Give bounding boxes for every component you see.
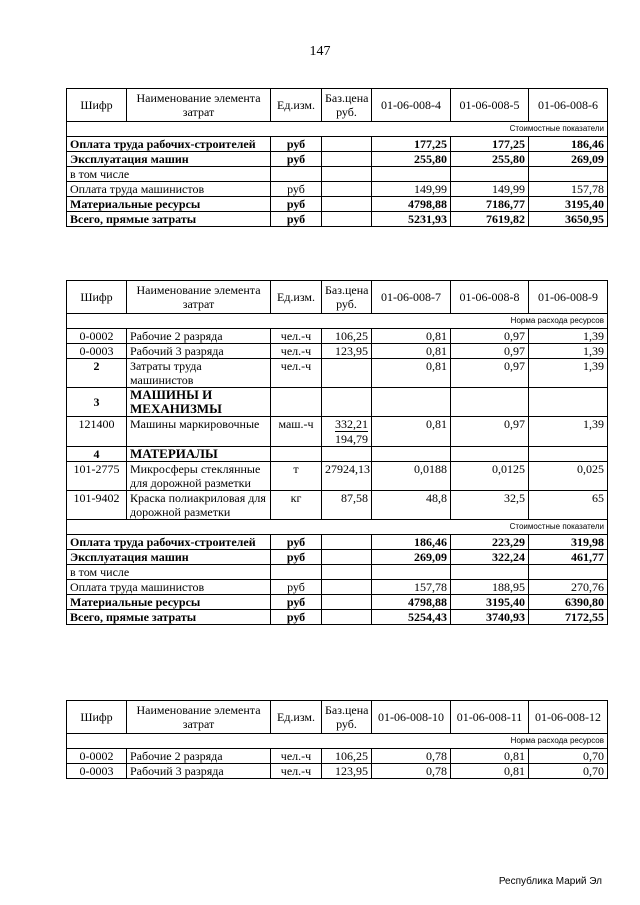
section-label: Норма расхода ресурсов	[67, 314, 608, 329]
row-code: 0-0003	[67, 344, 127, 359]
row-name: в том числе	[67, 167, 271, 182]
row-value: 5254,43	[372, 610, 451, 625]
row-value: 223,29	[451, 535, 529, 550]
row-value: 0,97	[451, 344, 529, 359]
row-name: Рабочий 3 разряда	[127, 344, 271, 359]
row-unit: т	[271, 462, 322, 491]
table-row	[67, 550, 608, 565]
section-row	[67, 314, 608, 329]
row-value: 186,46	[529, 137, 608, 152]
row-value: 7172,55	[529, 610, 608, 625]
table-row	[67, 329, 608, 344]
row-unit: руб	[271, 550, 322, 565]
row-unit: маш.-ч	[271, 417, 322, 447]
row-name: Эксплуатация машин	[67, 152, 271, 167]
row-unit: чел.-ч	[271, 329, 322, 344]
table-row	[67, 167, 608, 182]
row-value: 255,80	[451, 152, 529, 167]
row-name: Краска полиакриловая для дорожной разметки	[127, 491, 271, 520]
row-value: 0,97	[451, 417, 529, 447]
table-row	[67, 462, 608, 491]
table-row	[67, 137, 608, 152]
table-row	[67, 610, 608, 625]
row-value: 270,76	[529, 580, 608, 595]
row-name: Затраты труда машинистов	[127, 359, 271, 388]
table-row	[67, 197, 608, 212]
header-code: Шифр	[67, 281, 127, 314]
header-price: Баз.цена руб.	[322, 89, 372, 122]
row-value: 1,39	[529, 344, 608, 359]
row-value: 177,25	[372, 137, 451, 152]
group-title: МАТЕРИАЛЫ	[127, 447, 271, 462]
row-price: 106,25	[322, 749, 372, 764]
row-value: 0,97	[451, 359, 529, 388]
header-unit: Ед.изм.	[271, 281, 322, 314]
row-name: Рабочие 2 разряда	[127, 329, 271, 344]
table-header	[67, 281, 608, 314]
row-value: 48,8	[372, 491, 451, 520]
row-value: 319,98	[529, 535, 608, 550]
row-code: 3	[67, 388, 127, 417]
row-value: 7186,77	[451, 197, 529, 212]
table-row	[67, 580, 608, 595]
row-unit: руб	[271, 137, 322, 152]
header-col: 01-06-008-11	[451, 701, 529, 734]
section-row	[67, 122, 608, 137]
header-col: 01-06-008-9	[529, 281, 608, 314]
row-unit: руб	[271, 152, 322, 167]
header-code: Шифр	[67, 701, 127, 734]
row-name: Машины маркировочные	[127, 417, 271, 447]
resource-table-2	[66, 280, 608, 625]
row-value: 4798,88	[372, 197, 451, 212]
header-price: Баз.цена руб.	[322, 281, 372, 314]
header-unit: Ед.изм.	[271, 701, 322, 734]
table-row	[67, 595, 608, 610]
section-row	[67, 520, 608, 535]
table-row	[67, 182, 608, 197]
row-name: Оплата труда машинистов	[67, 580, 271, 595]
header-col: 01-06-008-8	[451, 281, 529, 314]
row-name: Микросферы стеклянные для дорожной разметки	[127, 462, 271, 491]
row-value: 157,78	[372, 580, 451, 595]
row-name: Всего, прямые затраты	[67, 212, 271, 227]
row-price: 87,58	[322, 491, 372, 520]
row-value: 0,81	[372, 344, 451, 359]
row-name: Оплата труда рабочих-строителей	[67, 535, 271, 550]
row-value: 0,81	[372, 329, 451, 344]
section-label: Стоимостные показатели	[67, 520, 608, 535]
table-row	[67, 447, 608, 462]
cost-table-1	[66, 88, 608, 227]
row-name: Рабочие 2 разряда	[127, 749, 271, 764]
row-value: 0,97	[451, 329, 529, 344]
row-name: Оплата труда машинистов	[67, 182, 271, 197]
row-unit: чел.-ч	[271, 344, 322, 359]
table-row	[67, 417, 608, 447]
resource-table-3	[66, 700, 608, 779]
row-value: 149,99	[372, 182, 451, 197]
header-col: 01-06-008-10	[372, 701, 451, 734]
row-unit: кг	[271, 491, 322, 520]
table-row	[67, 344, 608, 359]
row-value: 1,39	[529, 417, 608, 447]
row-price: 27924,13	[322, 462, 372, 491]
table-row	[67, 491, 608, 520]
table-header	[67, 701, 608, 734]
price-bottom: 194,79	[335, 432, 368, 446]
row-name: Оплата труда рабочих-строителей	[67, 137, 271, 152]
page-number: 147	[309, 44, 331, 59]
footer-region: Республика Марий Эл	[498, 876, 602, 887]
row-value: 0,81	[451, 764, 529, 779]
row-price: 123,95	[322, 764, 372, 779]
row-value: 4798,88	[372, 595, 451, 610]
section-row	[67, 734, 608, 749]
row-unit: руб	[271, 535, 322, 550]
header-col: 01-06-008-6	[529, 89, 608, 122]
row-value: 322,24	[451, 550, 529, 565]
row-code: 101-9402	[67, 491, 127, 520]
row-value: 0,81	[372, 417, 451, 447]
row-price	[322, 417, 372, 447]
header-name: Наименование элемента затрат	[127, 281, 271, 314]
row-code: 0-0003	[67, 764, 127, 779]
row-value: 0,70	[529, 749, 608, 764]
section-label: Норма расхода ресурсов	[67, 734, 608, 749]
table-row	[67, 749, 608, 764]
table-row	[67, 535, 608, 550]
price-top: 332,21	[335, 417, 368, 431]
header-col: 01-06-008-12	[529, 701, 608, 734]
row-name: Эксплуатация машин	[67, 550, 271, 565]
header-col: 01-06-008-7	[372, 281, 451, 314]
table-row	[67, 359, 608, 388]
row-value: 6390,80	[529, 595, 608, 610]
row-value: 0,81	[372, 359, 451, 388]
header-name: Наименование элемента затрат	[127, 89, 271, 122]
row-unit: чел.-ч	[271, 359, 322, 388]
row-name: Материальные ресурсы	[67, 595, 271, 610]
table-row	[67, 212, 608, 227]
row-value: 149,99	[451, 182, 529, 197]
row-value: 7619,82	[451, 212, 529, 227]
row-name: Всего, прямые затраты	[67, 610, 271, 625]
row-value: 0,0125	[451, 462, 529, 491]
row-value: 3650,95	[529, 212, 608, 227]
row-value: 32,5	[451, 491, 529, 520]
row-price: 106,25	[322, 329, 372, 344]
table-row	[67, 764, 608, 779]
row-value: 65	[529, 491, 608, 520]
row-unit: чел.-ч	[271, 749, 322, 764]
table-row	[67, 152, 608, 167]
section-label: Стоимостные показатели	[67, 122, 608, 137]
row-value: 5231,93	[372, 212, 451, 227]
row-value: 0,0188	[372, 462, 451, 491]
row-code: 121400	[67, 417, 127, 447]
row-value: 186,46	[372, 535, 451, 550]
row-value: 0,81	[451, 749, 529, 764]
row-value: 0,78	[372, 749, 451, 764]
row-code: 0-0002	[67, 749, 127, 764]
table-row	[67, 565, 608, 580]
row-unit: руб	[271, 197, 322, 212]
row-name: Рабочий 3 разряда	[127, 764, 271, 779]
row-unit: чел.-ч	[271, 764, 322, 779]
row-value: 255,80	[372, 152, 451, 167]
row-unit: руб	[271, 595, 322, 610]
row-price: 123,95	[322, 344, 372, 359]
row-unit: руб	[271, 580, 322, 595]
row-unit: руб	[271, 182, 322, 197]
row-unit: руб	[271, 212, 322, 227]
header-col: 01-06-008-5	[451, 89, 529, 122]
row-name: Материальные ресурсы	[67, 197, 271, 212]
row-code: 4	[67, 447, 127, 462]
row-value: 188,95	[451, 580, 529, 595]
row-unit: руб	[271, 610, 322, 625]
row-value: 461,77	[529, 550, 608, 565]
row-value: 0,025	[529, 462, 608, 491]
row-value: 3195,40	[451, 595, 529, 610]
header-col: 01-06-008-4	[372, 89, 451, 122]
row-value: 0,70	[529, 764, 608, 779]
row-code: 101-2775	[67, 462, 127, 491]
header-unit: Ед.изм.	[271, 89, 322, 122]
row-code: 0-0002	[67, 329, 127, 344]
header-price: Баз.цена руб.	[322, 701, 372, 734]
row-value: 157,78	[529, 182, 608, 197]
table-row	[67, 388, 608, 417]
row-value: 3195,40	[529, 197, 608, 212]
row-code: 2	[67, 359, 127, 388]
table-header	[67, 89, 608, 122]
row-value: 0,78	[372, 764, 451, 779]
row-value: 177,25	[451, 137, 529, 152]
row-value: 1,39	[529, 329, 608, 344]
header-name: Наименование элемента затрат	[127, 701, 271, 734]
row-value: 1,39	[529, 359, 608, 388]
row-name: в том числе	[67, 565, 271, 580]
row-value: 269,09	[372, 550, 451, 565]
row-value: 3740,93	[451, 610, 529, 625]
group-title: МАШИНЫ И МЕХАНИЗМЫ	[127, 388, 271, 417]
header-code: Шифр	[67, 89, 127, 122]
row-value: 269,09	[529, 152, 608, 167]
